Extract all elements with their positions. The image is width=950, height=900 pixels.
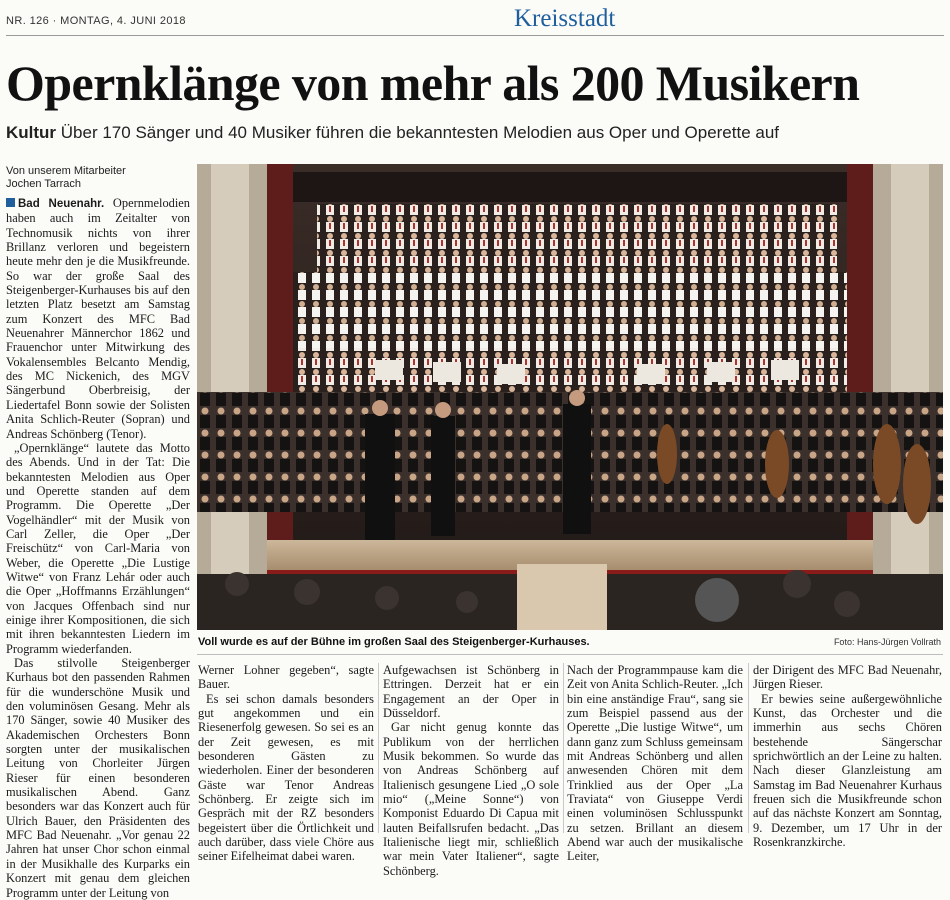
column-divider: [563, 663, 564, 833]
article-column-4: [567, 663, 743, 864]
byline: [6, 165, 126, 191]
concert-photo: [197, 164, 943, 630]
article-paragraph: Er bewies seine außergewöhnliche Kunst, das Orchester und die immerhin aus sechs Chören bestehende Sängerschar sprichwörtlich an der Leine zu halten. Nach dieser Glanzleistung am Samstag im Bad Neuenahrer Kurhaus freuen sich die Musikfreunde schon auf das nächste Konzert am Sonntag, 9. Dezember, um 17 Uhr in der Rosenkranzkirche.: [753, 691, 942, 850]
headline: Opernklänge von mehr als 200 Musikern: [6, 55, 860, 111]
photo-credit: Foto: Hans-Jürgen Vollrath: [833, 637, 941, 647]
article-paragraph: Aufgewachsen ist Schönberg in Ettringen. Derzeit hat er ein Engagement an der Oper in Düsseldorf.: [383, 663, 559, 721]
column-divider: [378, 663, 379, 833]
issue-date: NR. 126 · MONTAG, 4. JUNI 2018: [6, 15, 186, 27]
section-title: Kreisstadt: [514, 5, 616, 32]
article-paragraph: Werner Lohner gegeben“, sagte Bauer.: [198, 663, 374, 692]
article-paragraph: „Opernklänge“ lautete das Motto des Abends. Und in der Tat: Die bekanntesten Melodien aus Oper und Operette standen auf dem Programm. Die Operette „Der Vogelhändler“ mit der Musik von Carl Zeller, die Oper „Der Freischütz“ von Carl-Maria von Weber, die Operette „Die Lustige Witwe“ von Franz Lehár oder auch die Oper „Hoffmanns Erzählungen“ von Jacques Offenbach sind nur einige ihrer Kompositionen, die sich mit ihren bekanntesten Liedern im Programm wiederfanden.: [6, 440, 190, 656]
caption-divider: [197, 654, 943, 655]
article-paragraph: der Dirigent des MFC Bad Neuenahr, Jürgen Rieser.: [753, 663, 942, 692]
article-paragraph: Nach der Programmpause kam die Zeit von Anita Schlich-Reuter. „Ich bin eine anständige Frau“, sang sie zum Beispiel passend aus der Operette „Die lustige Witwe“, um dann ganz zum Schluss gemeinsam mit Andreas Schönberg und allen anwesenden Chören mit dem Trinklied aus der Oper „La Traviata“ von Giuseppe Verdi einen voluminösen Schlusspunkt zu setzen. Brillant an diesem Abend war auch der musikalische Leiter,: [567, 663, 743, 864]
byline-author: Jochen Tarrach: [6, 178, 82, 190]
article-column-3: [383, 663, 559, 878]
article-column-5: [753, 663, 942, 850]
article-paragraph: Bad Neuenahr. Opernmelodien haben auch im Zeitalter von Technomusik nichts von ihrer Brillanz verloren und begeistern heute mehr den je die Musikfreunde. So war der große Saal des Steigenberger-Kurhauses bis auf den letzten Platz besetzt am Samstag zum Konzert des MFC Bad Neuenahrer Männerchor 1862 und Frauenchor unter Mitwirkung des Vokalensembles Belcanto Mendig, des MC Nickenich, des MGV Sängerbund Oberbreisig, der Liedertafel Bonn sowie der Solisten Anita Schlich-Reuter (Sopran) und Andreas Schönberg (Tenor).: [6, 196, 190, 441]
subheadline: [6, 123, 779, 143]
byline-role: Von unserem Mitarbeiter: [6, 165, 126, 177]
subheadline-text: Über 170 Sänger und 40 Musiker führen die bekanntesten Melodien aus Oper und Operette auf: [60, 123, 780, 142]
kicker: Kultur: [6, 123, 57, 142]
column-divider: [748, 663, 749, 833]
square-bullet-icon: [6, 198, 15, 207]
masthead: [6, 6, 944, 36]
photo-caption: Voll wurde es auf der Bühne im großen Saal des Steigenberger-Kurhauses.: [198, 636, 590, 648]
article-paragraph: Es sei schon damals besonders gut angekommen und ein Riesenerfolg gewesen. So sei es an der Zeit gewesen, es mit besonderen Gästen zu wiederholen. Einer der besonderen Gäste war Tenor Andreas Schönberg. Er zeigte sich im Gespräch mit der RZ besonders begeistert über die Örtlichkeit und auch darüber, dass viele Chöre aus seiner Eifelheimat dabei waren.: [198, 691, 374, 864]
article-paragraph: Das stilvolle Steigenberger Kurhaus bot den passenden Rahmen für die wunderschöne Musik und den voluminösen Gesang. Mehr als 170 Sänger, sowie 40 Musiker des Akademischen Orchesters Bonn sorgten unter der musikalischen Leitung von Chorleiter Jürgen Rieser für einen besonderen musikalischen Abend. Ganz besonders war das Konzert auch für Ulrich Bauer, den Präsidenten des MFC Bad Neuenahr. „Vor genau 22 Jahren hat unser Chor schon einmal in der Musikhalle des Kurparks ein Konzert mit genau dem gleichen Programm unter der Leitung von: [6, 656, 190, 900]
concert-photo-illustration: [197, 164, 943, 630]
article-column-2: [198, 663, 374, 864]
article-column-1: [6, 196, 190, 900]
article-paragraph: Gar nicht genug konnte das Publikum von der herrlichen Musik bekommen. So wurde das von Andreas Schönberg auf Italienisch gesungene Lied „O sole mio“ („Meine Sonne“) von Komponist Eduardo Di Capua mit lauten Beifallsrufen bedacht. „Das Italienische liegt mir, schließlich war mein Vater Italiener“, sagte Schönberg.: [383, 720, 559, 878]
dateline-location: Bad Neuenahr.: [18, 198, 105, 210]
